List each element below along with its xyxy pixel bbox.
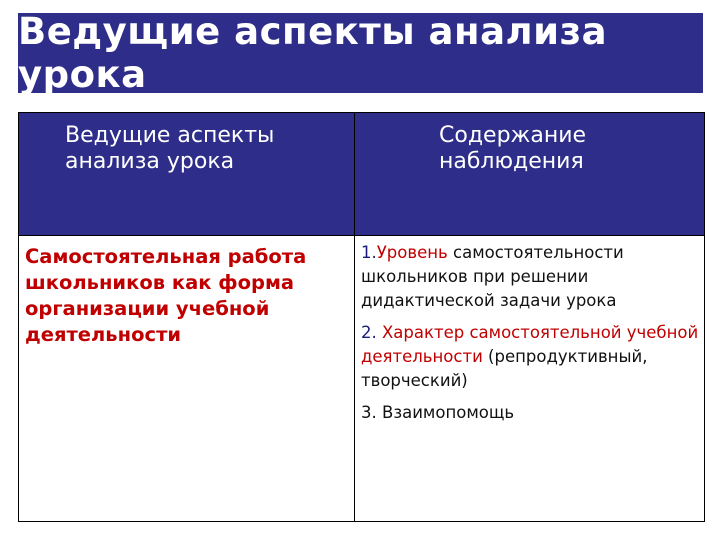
slide-title: Ведущие аспекты анализа урока [18, 10, 608, 96]
item-text: самостоятельности школьников при решении дидактической задачи урока [361, 243, 624, 310]
item-number: 3. [361, 403, 382, 422]
list-item [361, 401, 700, 425]
item-number: 1. [361, 243, 377, 262]
header-cell-aspects [19, 113, 355, 236]
item-text: Взаимопомощь [382, 403, 515, 422]
aspect-text: Самостоятельная работа школьников как форма организации учебной деятельности [25, 245, 307, 346]
aspect-cell [19, 236, 355, 522]
list-item [361, 321, 700, 393]
table-row [19, 236, 705, 522]
title-banner [18, 10, 703, 96]
item-text: (репродуктивный, творческий) [361, 347, 648, 390]
item-highlight: Уровень [376, 243, 448, 262]
header-aspects-label: Ведущие аспекты анализа урока [65, 123, 275, 174]
table-header-row [19, 113, 705, 236]
item-highlight: Характер самостоятельной учебной деятельности [361, 323, 699, 366]
item-number: 2. [361, 323, 382, 342]
header-content-label: Содержание наблюдения [439, 123, 587, 174]
list-item [361, 241, 700, 313]
analysis-table [18, 112, 705, 522]
content-cell [355, 236, 705, 522]
header-cell-content [355, 113, 705, 236]
